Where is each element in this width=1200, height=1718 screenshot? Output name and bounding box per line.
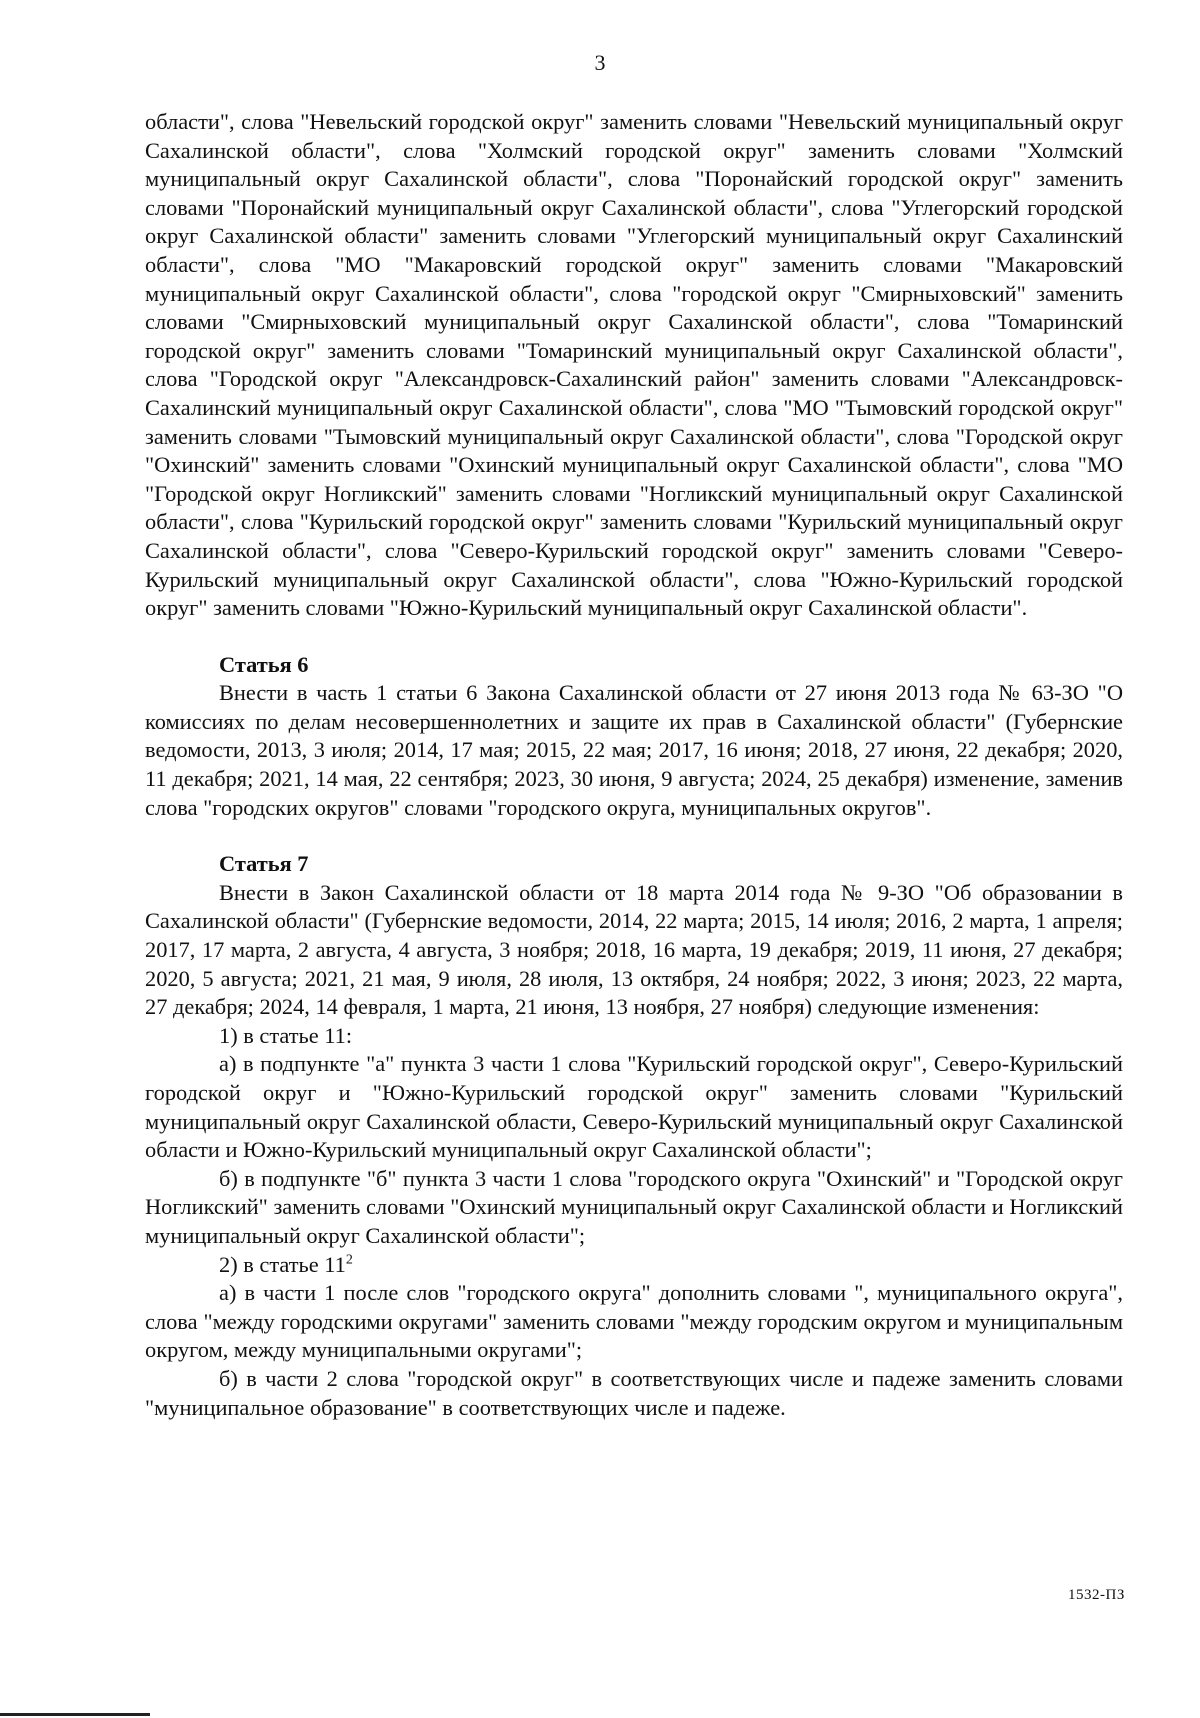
article-6-text: Внести в часть 1 статьи 6 Закона Сахалинской области от 27 июня 2013 года № 63-ЗО "О комиссиях по делам несовершеннолетних и защите их прав в Сахалинской области" (Губернские ведомости, 2013, 3 июля; 2014, 17 мая; 2015, 22 мая; 2017, 16 июня; 2018, 27 июня, 22 декабря; 2020, 11 декабря; 2021, 14 мая, 22 сентября; 2023, 30 июня, 9 августа; 2024, 25 декабря) изменение, заменив слова "городских округов" словами "городского округа, муниципальных округов". [145,680,1123,820]
article-7-item-2 [145,1251,1123,1280]
article-7-item-2-superscript: 2 [345,1252,353,1268]
article-6-heading: Статья 6 [219,651,309,677]
document-body [145,108,1123,1422]
article-7-item-1a: а) в подпункте "а" пункта 3 части 1 слова "Курильский городской округ", Северо-Курильский городской округ и "Южно-Курильский городской округ" заменить словами "Курильский муниципальный округ Сахалинской области, Северо-Курильский муниципальный округ Сахалинской области и Южно-Курильский муниципальный округ Сахалинской области"; [145,1051,1123,1163]
article-7-heading: Статья 7 [219,851,309,877]
page-number: 3 [594,50,606,75]
article-7-intro: Внести в Закон Сахалинской области от 18 марта 2014 года № 9-ЗО "Об образовании в Сахалинской области" (Губернские ведомости, 2014, 22 марта; 2015, 14 июля; 2016, 2 марта, 1 апреля; 2017, 17 марта, 2 августа, 4 августа, 3 ноября; 2018, 16 марта, 19 декабря; 2019, 11 июня, 27 декабря; 2020, 5 августа; 2021, 21 мая, 9 июля, 28 июля, 13 октября, 24 ноября; 2022, 3 июня; 2023, 22 марта, 27 декабря; 2024, 14 февраля, 1 марта, 21 июня, 13 ноября, 27 ноября) следующие изменения: [145,879,1123,1020]
paragraph-continuation: области", слова "Невельский городской округ" заменить словами "Невельский муниципальный округ Сахалинской области", слова "Холмский городской округ" заменить словами "Холмский муниципальный округ Сахалинской области", слова "Поронайский городской округ" заменить словами "Поронайский муниципальный округ Сахалинской области", слова "Углегорский городской округ Сахалинской области" заменить словами "Углегорский муниципальный округ Сахалинский области", слова "МО "Макаровский городской округ" заменить словами "Макаровский муниципальный округ Сахалинской области", слова "городской округ "Смирныховский" заменить словами "Смирныховский муниципальный округ Сахалинской области", слова "Томаринский городской округ" заменить словами "Томаринский муниципальный округ Сахалинской области", слова "Городской округ "Александровск-Сахалинский район" заменить словами "Александровск-Сахалинский муниципальный округ Сахалинской области", слова "МО "Тымовский городской округ" заменить словами "Тымовский муниципальный округ Сахалинской области", слова "Городской округ "Охинский" заменить словами "Охинский муниципальный округ Сахалинской области", слова "МО "Городской округ Ногликский" заменить словами "Ногликский муниципальный округ Сахалинской области", слова "Курильский городской округ" заменить словами "Курильский муниципальный округ Сахалинской области", слова "Северо-Курильский городской округ" заменить словами "Северо-Курильский муниципальный округ Сахалинской области", слова "Южно-Курильский городской округ" заменить словами "Южно-Курильский муниципальный округ Сахалинской области". [145,109,1123,621]
article-7-item-1b: б) в подпункте "б" пункта 3 части 1 слова "городского округа "Охинский" и "Городской округ Ногликский" заменить словами "Охинский муниципальный округ Сахалинской области и Ногликский муниципальный округ Сахалинской области"; [145,1165,1123,1248]
article-7-item-2-text: 2) в статье 11 [219,1251,346,1277]
article-7-item-2a: а) в части 1 после слов "городского округа" дополнить словами ", муниципального округа", слова "между городскими округами" заменить словами "между городским округом и муниципальным округом, между муниципальными округами"; [145,1280,1123,1363]
article-7-item-1: 1) в статье 11: [219,1022,353,1048]
scan-edge-line [0,1713,150,1716]
article-7-item-2b: б) в части 2 слова "городской округ" в соответствующих числе и падеже заменить словами "муниципальное образование" в соответствующих числе и падеже. [145,1365,1123,1420]
document-code: 1532-ПЗ [1068,1587,1125,1603]
